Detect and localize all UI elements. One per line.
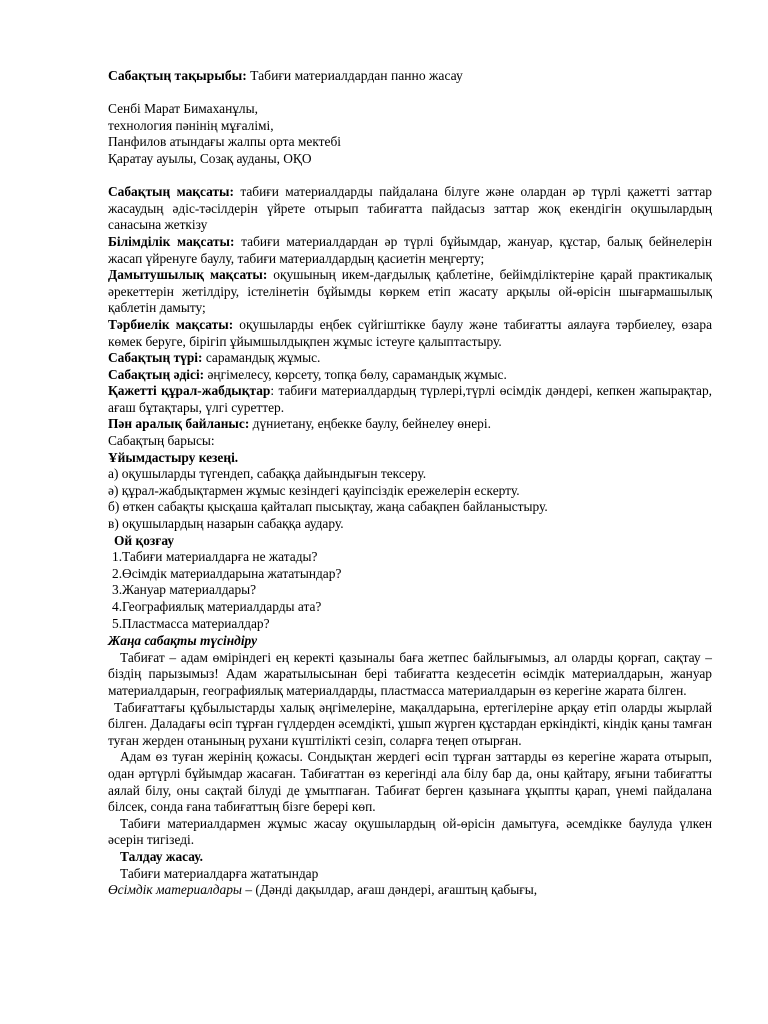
upbringing-goal-label: Тәрбиелік мақсаты: bbox=[108, 316, 234, 332]
upbringing-goal bbox=[108, 317, 712, 350]
developmental-goal-label: Дамытушылық мақсаты: bbox=[108, 267, 268, 283]
lesson-goal-text: табиғи материалдарды пайдалана білуге және олардан әр түрлі қажетті заттар жасаудың әдіс-тәсілдерін үйрете отырып табиғатта пайдасыз заттар жоқ екендігін оқушылардың санасына жеткізу bbox=[108, 184, 712, 233]
lesson-goal bbox=[108, 184, 712, 234]
think-heading: Ой қозғау bbox=[114, 532, 175, 548]
lesson-title-text: Табиғи материалдардан панно жасау bbox=[246, 68, 463, 83]
author-name: Сенбі Марат Бимаханұлы, bbox=[108, 101, 258, 117]
paragraph: Табиғаттағы құбылыстарды халық әңгімелеріне, мақалдарына, ертегілеріне арқау етіп оларды жырлай білген. Даладағы өсіп тұрған гүлдерден әсемдікті, ұшып жүрген құстардан еркіндікті, кіндік қаны тамған туған жерден отанының рухани күштілікті сезіп, соларға теңеп отырған. bbox=[108, 699, 712, 748]
lesson-method-label: Сабақтың әдісі: bbox=[108, 366, 205, 382]
lesson-method bbox=[108, 367, 712, 384]
educational-goal bbox=[108, 234, 712, 267]
question-item: 2.Өсімдік материалдарына жататындар? bbox=[112, 565, 342, 581]
interdisciplinary-label: Пән аралық байланыс: bbox=[108, 416, 250, 432]
new-lesson-heading: Жаңа сабақты түсіндіру bbox=[108, 633, 258, 649]
educational-goal-label: Білімділік мақсаты: bbox=[108, 233, 235, 249]
lesson-method-text: әңгімелесу, көрсету, топқа бөлу, сарамандық жұмыс. bbox=[204, 366, 507, 382]
plant-materials bbox=[108, 882, 712, 899]
analysis-text: Табиғи материалдарға жататындар bbox=[120, 865, 319, 881]
paragraph: Адам өз туған жерінің қожасы. Сондықтан жердегі өсіп тұрған заттарды өз керегіне жарата отырып, одан әртүрлі бұйымдар жасаған. Табиғаттан өз керегінді ала білу бар да, оны қайтару, яғыни табиғатты аялай білу, оны сақтай білуді де ұмытпаған. Табиғат берген қазынаға ұқыпты қарап, үнемі пайдалана білсек, сонда ғана табиғаттың бізге берері көп. bbox=[108, 749, 712, 815]
organization-item: а) оқушыларды түгендеп, сабаққа дайындығын тексеру. bbox=[108, 466, 427, 482]
developmental-goal-text: оқушының икем-дағдылық қаблетіне, бейімділіктеріне қарай практикалық әрекеттерін жетілдіру, істелінетін бұйымды көркем етіп жасату арқылы ой-өрісін шығармашылық қаблетін дамыту; bbox=[108, 267, 712, 316]
author-location: Қаратау ауылы, Созақ ауданы, ОҚО bbox=[108, 150, 312, 166]
lesson-type-label: Сабақтың түрі: bbox=[108, 350, 203, 366]
lesson-tools-text: : табиғи материалдардың түрлері,түрлі өсімдік дәндері, кепкен жапырақтар, ағаш бұтақтары, үлгі суреттер. bbox=[108, 383, 712, 415]
upbringing-goal-text: оқушыларды еңбек сүйгіштікке баулу және табиғатты аялауға тәрбиелеу, өзара көмек беруге, бірігіп ұйымшылдықпен жұмыс істеуге қалыптастыру. bbox=[108, 316, 713, 349]
author-school: Панфилов атындағы жалпы орта мектебі bbox=[108, 134, 341, 150]
plant-materials-text: – (Дәнді дақылдар, ағаш дәндері, ағаштың қабығы, bbox=[242, 882, 538, 898]
developmental-goal bbox=[108, 267, 712, 317]
spacer bbox=[108, 85, 712, 102]
interdisciplinary-text: дүниетану, еңбекке баулу, бейнелеу өнері. bbox=[249, 416, 491, 432]
educational-goal-text: табиғи материалдардан әр түрлі бұйымдар, жануар, құстар, балық бейнелерін жасап үйренуге баулу, табиғи материалдардың қасиетін меңгерту; bbox=[108, 233, 712, 266]
spacer bbox=[108, 168, 712, 185]
lesson-title bbox=[108, 68, 712, 85]
interdisciplinary-links bbox=[108, 416, 712, 433]
organization-item: б) өткен сабақты қысқаша қайталап пысықтау, жаңа сабақпен байланыстыру. bbox=[108, 499, 548, 515]
paragraph: Табиғат – адам өміріндегі ең керекті қазыналы баға жетпес байлығымыз, ал оларды қорғап, сақтау – біздің парызымыз! Адам жаратылысынан бері табиғатта кездесетін өсімдік материалдарын, жануар материалдарын, географиялық материалдарды, пластмасса материалдарын өз керегіне жарата білген. bbox=[108, 649, 712, 698]
document-page bbox=[108, 68, 712, 899]
organization-item: ә) құрал-жабдықтармен жұмыс кезіндегі қауіпсіздік ережелерін ескерту. bbox=[108, 482, 520, 498]
plant-materials-label: Өсімдік материалдары bbox=[108, 882, 242, 898]
question-item: 3.Жануар материалдары? bbox=[112, 582, 257, 598]
analysis-heading: Талдау жасау. bbox=[120, 848, 203, 864]
lesson-tools bbox=[108, 383, 712, 416]
question-item: 4.Географиялық материалдарды ата? bbox=[112, 599, 322, 614]
lesson-progress: Сабақтың барысы: bbox=[108, 433, 215, 449]
lesson-type bbox=[108, 350, 712, 367]
question-item: 5.Пластмасса материалдар? bbox=[112, 615, 270, 631]
lesson-title-label: Сабақтың тақырыбы: bbox=[108, 68, 247, 83]
organization-item: в) оқушылардың назарын сабаққа аудару. bbox=[108, 516, 344, 532]
organization-heading: Ұйымдастыру кезеңі. bbox=[108, 449, 239, 465]
paragraph: Табиғи материалдармен жұмыс жасау оқушылардың ой-өрісін дамытуға, әсемдікке баулуда үлкен әсерін тигізеді. bbox=[108, 815, 712, 848]
lesson-type-text: сарамандық жұмыс. bbox=[202, 350, 321, 366]
lesson-goal-label: Сабақтың мақсаты: bbox=[108, 184, 234, 200]
question-item: 1.Табиғи материалдарға не жатады? bbox=[112, 549, 318, 565]
author-position: технология пәнінің мұғалімі, bbox=[108, 117, 274, 133]
lesson-tools-label: Қажетті құрал-жабдықтар bbox=[108, 383, 271, 399]
